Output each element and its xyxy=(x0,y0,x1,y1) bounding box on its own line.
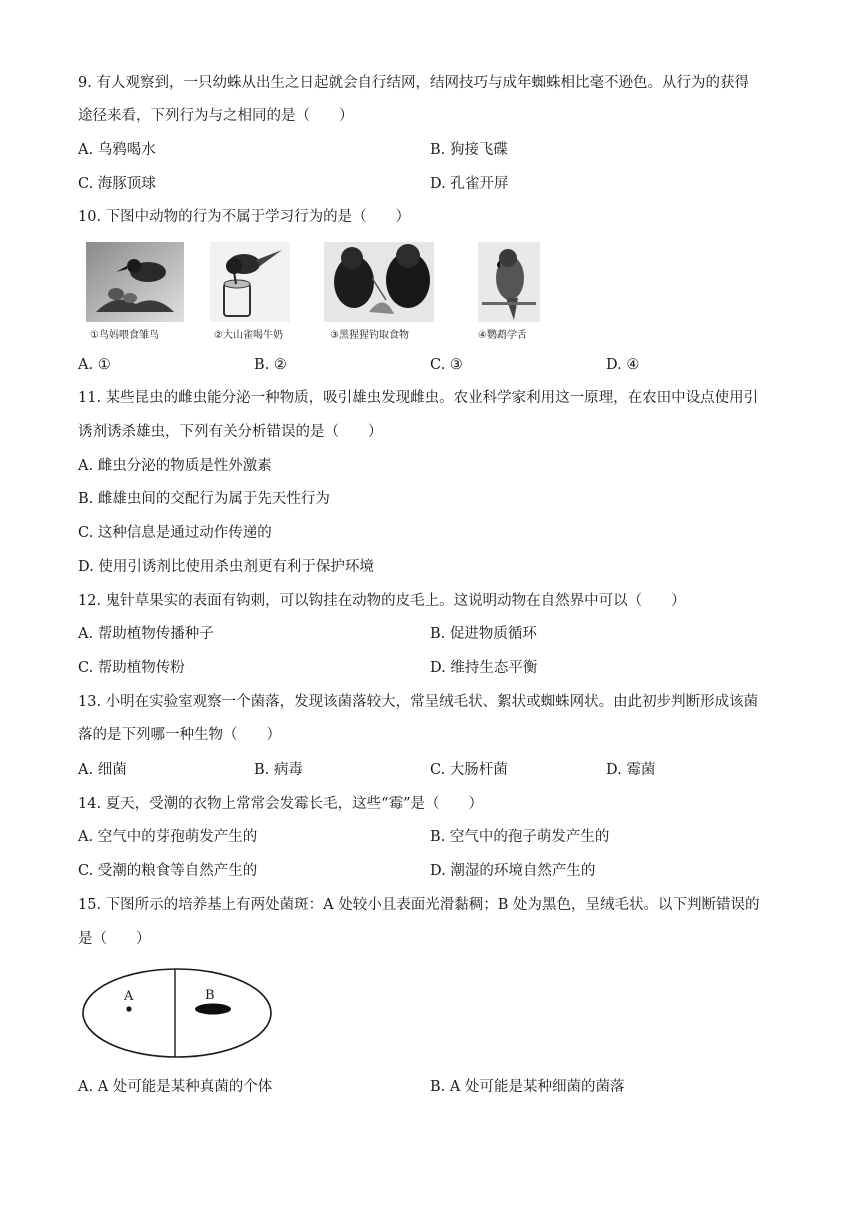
chimpanzee-image xyxy=(324,242,434,322)
q10-option-c[interactable]: C. ③ xyxy=(430,357,463,373)
q12-option-a[interactable]: A. 帮助植物传播种子 xyxy=(78,626,214,642)
q14-stem: 14. 夏天，受潮的衣物上常常会发霉长毛，这些“霉”是（ ） xyxy=(78,796,483,812)
q15-stem-line1: 15. 下图所示的培养基上有两处菌斑：A 处较小且表面光滑黏稠；B 处为黑色，呈绒毛状。以下判断错误的 xyxy=(78,897,760,913)
q12-option-d[interactable]: D. 维持生态平衡 xyxy=(430,660,538,676)
q15-option-b[interactable]: B. A 处可能是某种细菌的菌落 xyxy=(430,1079,625,1095)
titmouse-milk-image xyxy=(210,242,290,322)
q9-option-b[interactable]: B. 狗接飞碟 xyxy=(430,142,508,158)
q10-option-b[interactable]: B. ② xyxy=(254,357,287,373)
q14-option-d[interactable]: D. 潮湿的环境自然产生的 xyxy=(430,863,596,879)
q14-option-b[interactable]: B. 空气中的孢子萌发产生的 xyxy=(430,829,610,845)
q10-stem: 10. 下图中动物的行为不属于学习行为的是（ ） xyxy=(78,209,411,225)
q9-option-c[interactable]: C. 海豚顶球 xyxy=(78,176,156,192)
dish-label-b: B xyxy=(205,988,215,1003)
q9-option-d[interactable]: D. 孔雀开屏 xyxy=(430,176,509,192)
q12-option-b[interactable]: B. 促进物质循环 xyxy=(430,626,537,642)
q11-stem-line2: 诱剂诱杀雄虫，下列有关分析错误的是（ ） xyxy=(78,424,383,440)
q10-caption-1: ①鸟妈喂食雏鸟 xyxy=(90,330,159,341)
q11-option-a[interactable]: A. 雌虫分泌的物质是性外激素 xyxy=(78,458,272,474)
bird-feeding-image xyxy=(86,242,184,322)
q14-option-c[interactable]: C. 受潮的粮食等自然产生的 xyxy=(78,863,258,879)
q14-option-a[interactable]: A. 空气中的芽孢萌发产生的 xyxy=(78,829,258,845)
q13-option-d[interactable]: D. 霉菌 xyxy=(606,762,656,778)
parrot-image xyxy=(478,242,540,322)
dish-label-a: A xyxy=(124,989,134,1004)
q10-caption-2: ②大山雀喝牛奶 xyxy=(214,330,283,341)
colony-a-dot xyxy=(126,1006,131,1011)
q11-option-c[interactable]: C. 这种信息是通过动作传递的 xyxy=(78,525,272,541)
q10-figure-row xyxy=(86,242,556,342)
q13-option-b[interactable]: B. 病毒 xyxy=(254,762,303,778)
q11-option-b[interactable]: B. 雌雄虫间的交配行为属于先天性行为 xyxy=(78,491,330,507)
q10-option-a[interactable]: A. ① xyxy=(78,357,111,373)
q13-option-a[interactable]: A. 细菌 xyxy=(78,762,127,778)
petri-dish-diagram xyxy=(80,966,274,1064)
q10-caption-4: ④鹦鹉学舌 xyxy=(478,330,527,341)
q15-option-a[interactable]: A. A 处可能是某种真菌的个体 xyxy=(78,1079,273,1095)
q12-stem: 12. 鬼针草果实的表面有钩刺，可以钩挂在动物的皮毛上。这说明动物在自然界中可以（ ） xyxy=(78,593,686,609)
q12-option-c[interactable]: C. 帮助植物传粉 xyxy=(78,660,185,676)
q9-option-a[interactable]: A. 乌鸦喝水 xyxy=(78,142,156,158)
q15-stem-line2: 是（ ） xyxy=(78,931,151,947)
q10-option-d[interactable]: D. ④ xyxy=(606,357,640,373)
q9-stem-line2: 途径来看，下列行为与之相同的是（ ） xyxy=(78,108,354,124)
colony-b-blob xyxy=(195,1004,231,1015)
q13-option-c[interactable]: C. 大肠杆菌 xyxy=(430,762,508,778)
q10-caption-3: ③黑猩猩钓取食物 xyxy=(330,330,409,341)
q13-stem-line1: 13. 小明在实验室观察一个菌落，发现该菌落较大，常呈绒毛状、絮状或蜘蛛网状。由此初步判断形成该菌 xyxy=(78,694,759,710)
q11-stem-line1: 11. 某些昆虫的雌虫能分泌一种物质，吸引雄虫发现雌虫。农业科学家利用这一原理，在农田中设点使用引 xyxy=(78,390,759,406)
q11-option-d[interactable]: D. 使用引诱剂比使用杀虫剂更有利于保护环境 xyxy=(78,559,374,575)
q9-stem-line1: 9. 有人观察到，一只幼蛛从出生之日起就会自行结网，结网技巧与成年蜘蛛相比毫不逊色。从行为的获得 xyxy=(78,75,749,91)
q13-stem-line2: 落的是下列哪一种生物（ ） xyxy=(78,727,281,743)
